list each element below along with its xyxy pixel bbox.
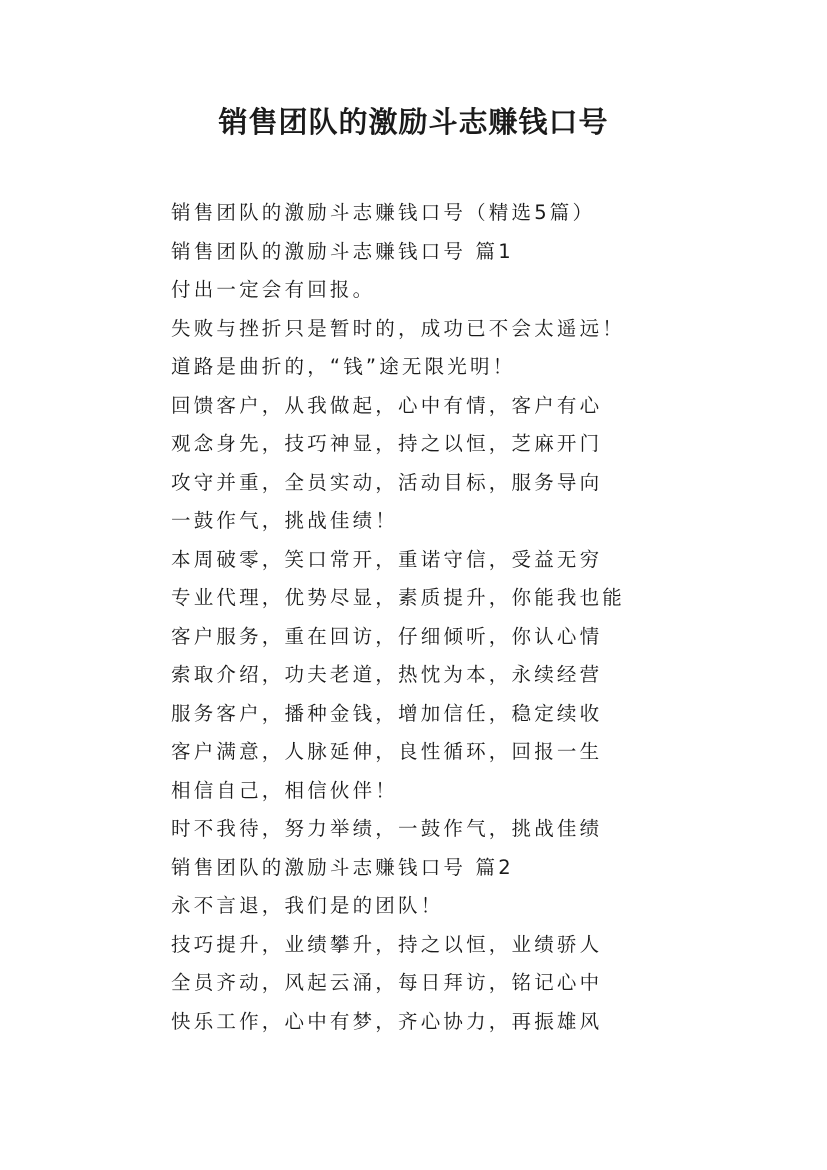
text-line: 攻守并重，全员实动，活动目标，服务导向 xyxy=(171,470,603,494)
text-line: 相信自己，相信伙伴！ xyxy=(171,778,399,802)
text-line: 本周破零，笑口常开，重诺守信，受益无穷 xyxy=(171,547,603,571)
text-line: 技巧提升，业绩攀升，持之以恒，业绩骄人 xyxy=(171,932,603,956)
text-line: 客户满意，人脉延伸，良性循环，回报一生 xyxy=(171,740,603,763)
text-line: 时不我待，努力举绩，一鼓作气，挑战佳绩 xyxy=(171,817,603,840)
text-line: 观念身先，技巧神显，持之以恒，芝麻开门 xyxy=(171,432,603,455)
text-line: 索取介绍，功夫老道，热忱为本，永续经营 xyxy=(171,663,603,686)
document-body xyxy=(171,194,791,1041)
text-line: 回馈客户，从我做起，心中有情，客户有心 xyxy=(171,393,603,417)
text-line: 道路是曲折的，“钱”途无限光明！ xyxy=(171,355,516,378)
text-line: 服务客户，播种金钱，增加信任，稳定续收 xyxy=(171,701,603,725)
text-line: 销售团队的激励斗志赚钱口号（精选5篇） xyxy=(171,201,596,224)
text-line: 销售团队的激励斗志赚钱口号 篇2 xyxy=(171,855,514,879)
text-line: 客户服务，重在回访，仔细倾听，你认心情 xyxy=(171,624,603,648)
text-line: 专业代理，优势尽显，素质提升，你能我也能 xyxy=(171,586,626,609)
text-line: 付出一定会有回报。 xyxy=(171,278,376,301)
document-title: 销售团队的激励斗志赚钱口号 xyxy=(218,105,609,139)
text-line: 永不言退，我们是的团队！ xyxy=(171,894,444,917)
text-line: 一鼓作气，挑战佳绩！ xyxy=(171,509,399,532)
text-line: 快乐工作，心中有梦，齐心协力，再振雄风 xyxy=(171,1009,603,1033)
text-line: 销售团队的激励斗志赚钱口号 篇1 xyxy=(171,239,514,263)
text-line: 失败与挫折只是暂时的，成功已不会太遥远！ xyxy=(171,316,626,340)
text-line: 全员齐动，风起云涌，每日拜访，铭记心中 xyxy=(171,971,603,994)
